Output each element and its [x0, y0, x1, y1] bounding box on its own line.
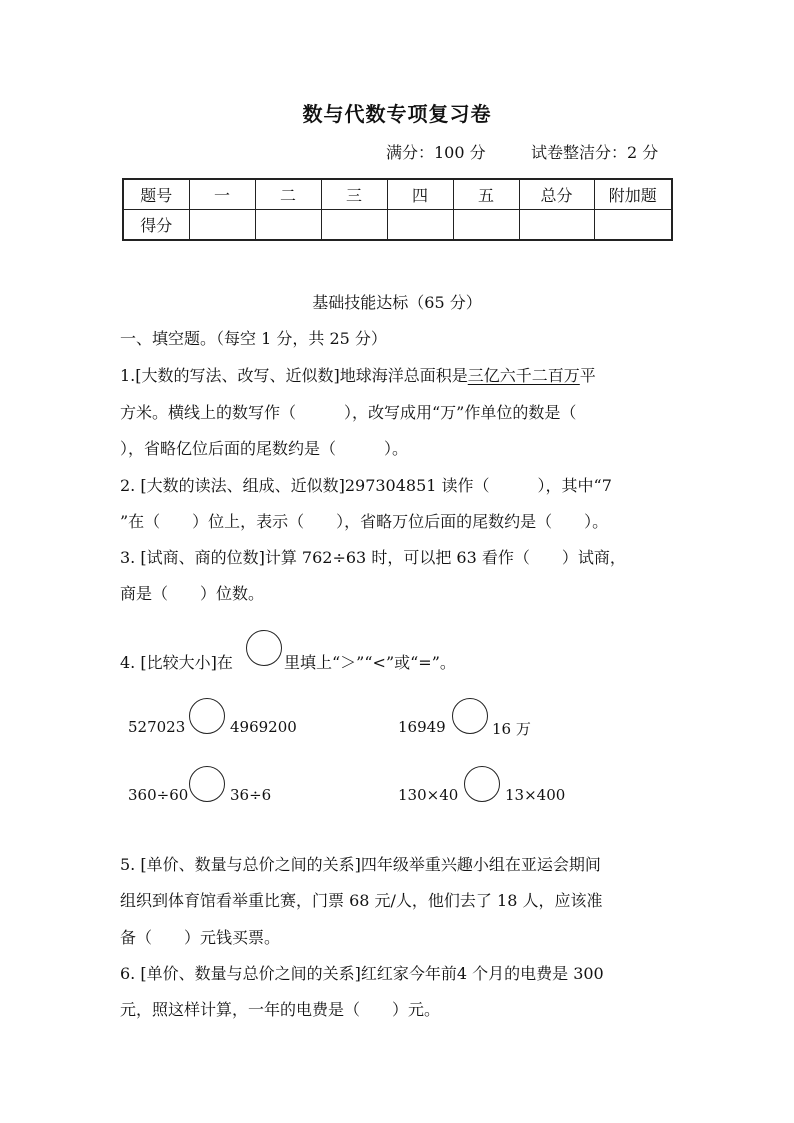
compare-circle-icon [246, 630, 282, 666]
score-table-header-cell: 三 [321, 179, 387, 210]
compare-blank-circle[interactable] [189, 698, 225, 734]
score-cell[interactable] [255, 210, 321, 241]
compare-blank-circle[interactable] [189, 766, 225, 802]
section-heading: 基础技能达标（65 分） [312, 293, 482, 312]
score-cell[interactable] [519, 210, 594, 241]
question-4-suffix: 里填上“＞”“<”或“=”。 [284, 653, 456, 672]
question-3-line-1: 3. [试商、商的位数]计算 762÷63 时，可以把 63 看作（ ）试商， [120, 548, 626, 567]
compare-left-value: 130×40 [398, 786, 459, 804]
compare-left-value: 527023 [128, 718, 186, 736]
compare-left-value: 360÷60 [128, 786, 189, 804]
question-2-line-2: ”在（ ）位上，表示（ ），省略万位后面的尾数约是（ ）。 [120, 512, 609, 531]
score-table-header-cell: 一 [189, 179, 255, 210]
question-2-line-1: 2. [大数的读法、组成、近似数]297304851 读作（ ），其中“7 [120, 476, 612, 495]
compare-right-value: 36÷6 [230, 786, 272, 804]
score-row-label: 得分 [123, 210, 189, 241]
compare-right-value: 13×400 [505, 786, 566, 804]
compare-left-value: 16949 [398, 718, 446, 736]
question-6-line-2: 元，照这样计算，一年的电费是（ ）元。 [120, 1000, 441, 1019]
question-1-line-2: 方米。横线上的数写作（ ），改写成用“万”作单位的数是（ [120, 403, 577, 422]
question-1-text: 1.[大数的写法、改写、近似数]地球海洋总面积是 [120, 366, 468, 385]
score-table [122, 178, 673, 241]
question-1-line-3: ），省略亿位后面的尾数约是（ ）。 [120, 439, 409, 458]
score-table-score-row [123, 210, 672, 241]
question-6-line-1: 6. [单价、数量与总价之间的关系]红红家今年前4 个月的电费是 300 [120, 964, 604, 983]
score-cell[interactable] [594, 210, 672, 241]
question-4-prefix: 4. [比较大小]在 [120, 653, 233, 672]
part-heading: 一、填空题。（每空 1 分，共 25 分） [120, 329, 387, 348]
score-table-header-cell: 总分 [519, 179, 594, 210]
score-table-header-cell: 二 [255, 179, 321, 210]
full-score: 满分：100 分 [386, 143, 486, 162]
compare-blank-circle[interactable] [452, 698, 488, 734]
question-5-line-1: 5. [单价、数量与总价之间的关系]四年级举重兴趣小组在亚运会期间 [120, 855, 601, 874]
question-1-line-1 [120, 363, 596, 386]
score-table-header-cell: 题号 [123, 179, 189, 210]
score-cell[interactable] [321, 210, 387, 241]
score-cell[interactable] [189, 210, 255, 241]
question-5-line-2: 组织到体育馆看举重比赛，门票 68 元/人，他们去了 18 人，应该准 [120, 891, 603, 910]
question-1-text-end: 平 [579, 366, 596, 385]
compare-right-value: 16 万 [492, 720, 531, 738]
score-table-header-cell: 附加题 [594, 179, 672, 210]
question-1-underlined: 三亿六千二百万 [467, 366, 580, 385]
score-table-header-cell: 四 [387, 179, 453, 210]
compare-right-value: 4969200 [230, 718, 297, 736]
score-cell[interactable] [453, 210, 519, 241]
page-title: 数与代数专项复习卷 [302, 102, 492, 126]
score-cell[interactable] [387, 210, 453, 241]
score-table-header-cell: 五 [453, 179, 519, 210]
compare-blank-circle[interactable] [464, 766, 500, 802]
neatness-score: 试卷整洁分：2 分 [531, 143, 659, 162]
question-5-line-3: 备（ ）元钱买票。 [120, 928, 281, 947]
question-3-line-2: 商是（ ）位数。 [120, 584, 265, 603]
score-table-header-row [123, 179, 672, 210]
